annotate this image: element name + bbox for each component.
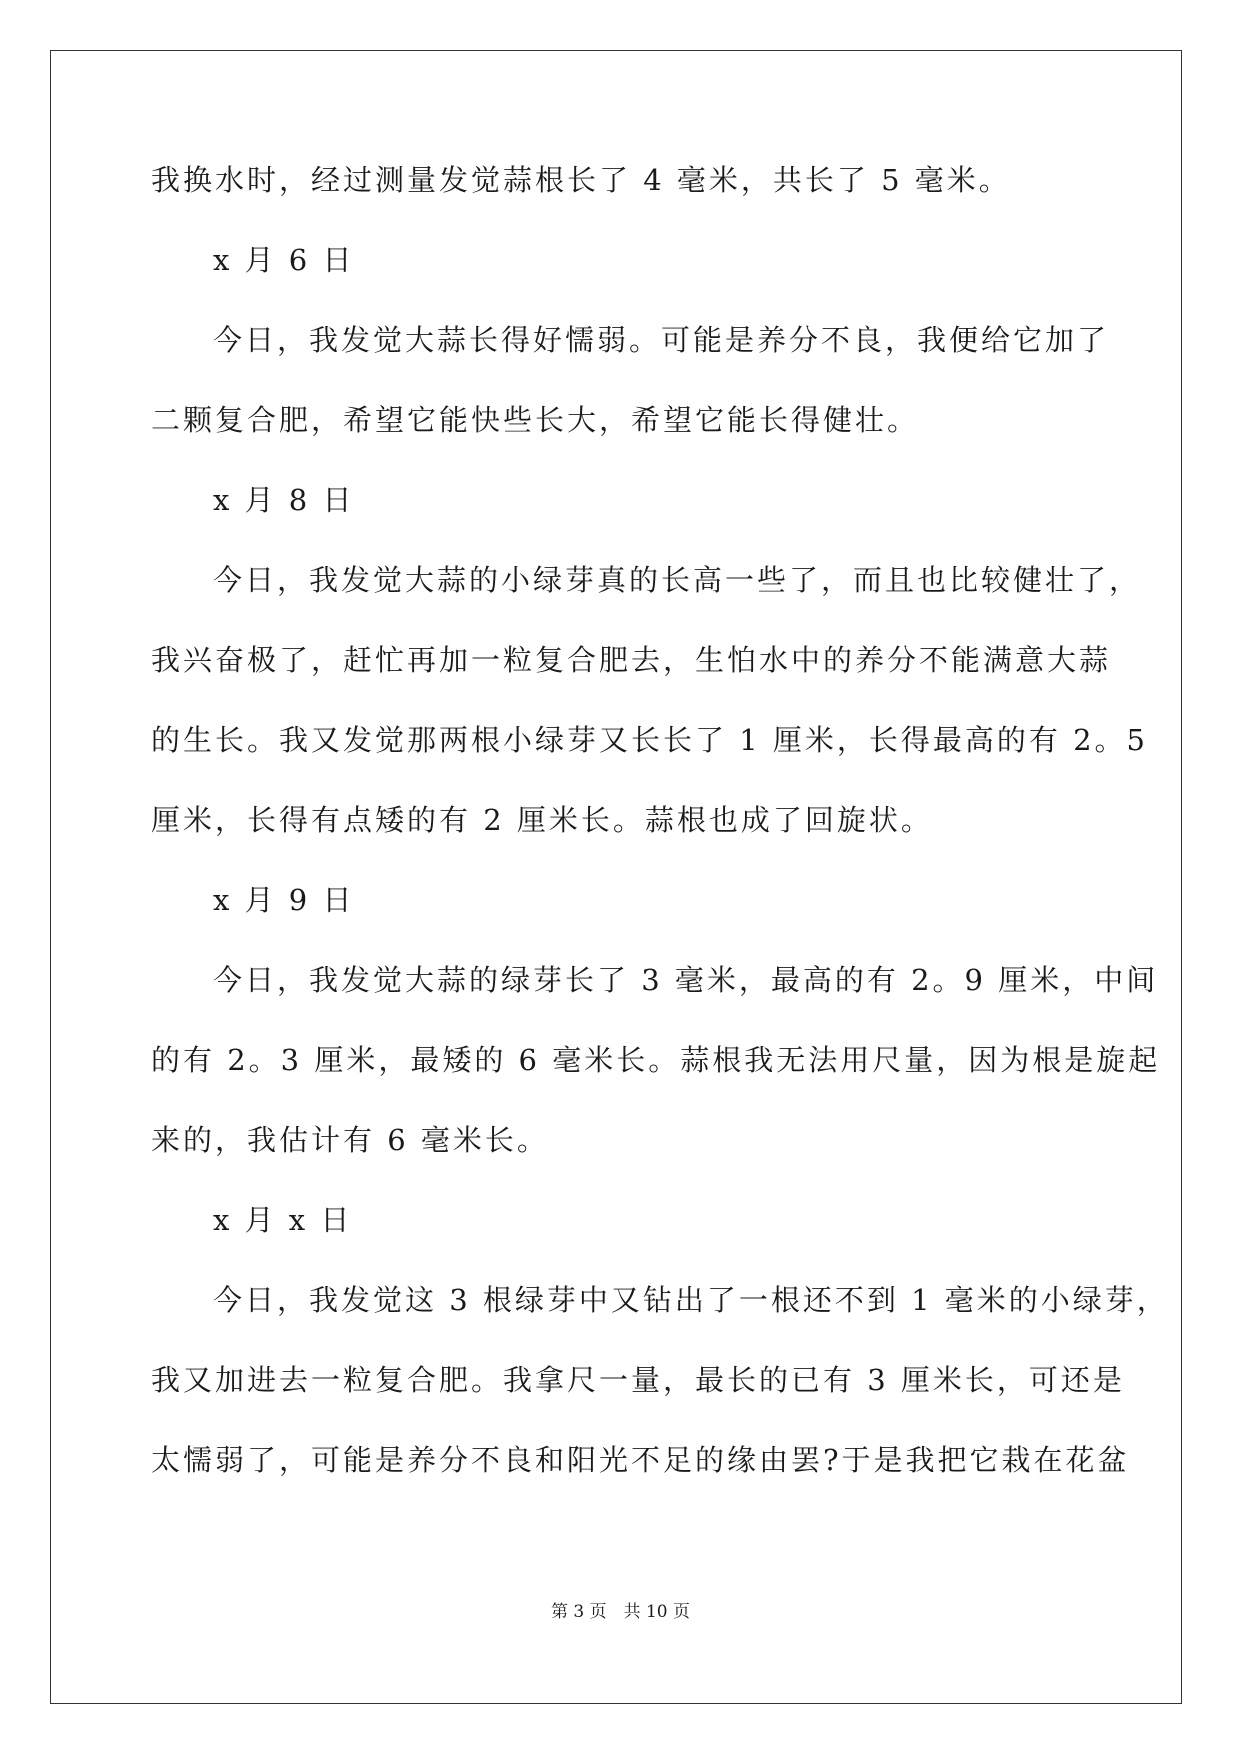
text-line: 我兴奋极了，赶忙再加一粒复合肥去，生怕水中的养分不能满意大蒜 [151,643,1112,677]
text-line: 我换水时，经过测量发觉蒜根长了 4 毫米，共长了 5 毫米。 [151,163,1011,197]
page-number-footer: 第 3 页 共 10 页 [550,1602,691,1622]
date-heading: x 月 8 日 [213,483,355,517]
text-line: 的有 2。3 厘米，最矮的 6 毫米长。蒜根我无法用尺量，因为根是旋起 [151,1043,1161,1077]
text-line: 今日，我发觉大蒜长得好懦弱。可能是养分不良，我便给它加了 [213,323,1110,357]
date-heading: x 月 x 日 [213,1203,353,1237]
text-line: 我又加进去一粒复合肥。我拿尺一量，最长的已有 3 厘米长，可还是 [151,1363,1125,1397]
text-line: 今日，我发觉大蒜的小绿芽真的长高一些了，而且也比较健壮了， [213,563,1142,597]
text-line: 厘米，长得有点矮的有 2 厘米长。蒜根也成了回旋状。 [151,803,933,837]
text-line: 二颗复合肥，希望它能快些长大，希望它能长得健壮。 [151,403,920,437]
date-heading: x 月 6 日 [213,243,355,277]
text-line: 的生长。我又发觉那两根小绿芽又长长了 1 厘米，长得最高的有 2。5 [151,723,1149,757]
text-line: 今日，我发觉这 3 根绿芽中又钻出了一根还不到 1 毫米的小绿芽， [213,1283,1169,1317]
text-line: 太懦弱了，可能是养分不良和阳光不足的缘由罢?于是我把它栽在花盆 [151,1443,1130,1477]
text-line: 今日，我发觉大蒜的绿芽长了 3 毫米，最高的有 2。9 厘米，中间 [213,963,1159,997]
text-line: 来的，我估计有 6 毫米长。 [151,1123,549,1157]
date-heading: x 月 9 日 [213,883,355,917]
